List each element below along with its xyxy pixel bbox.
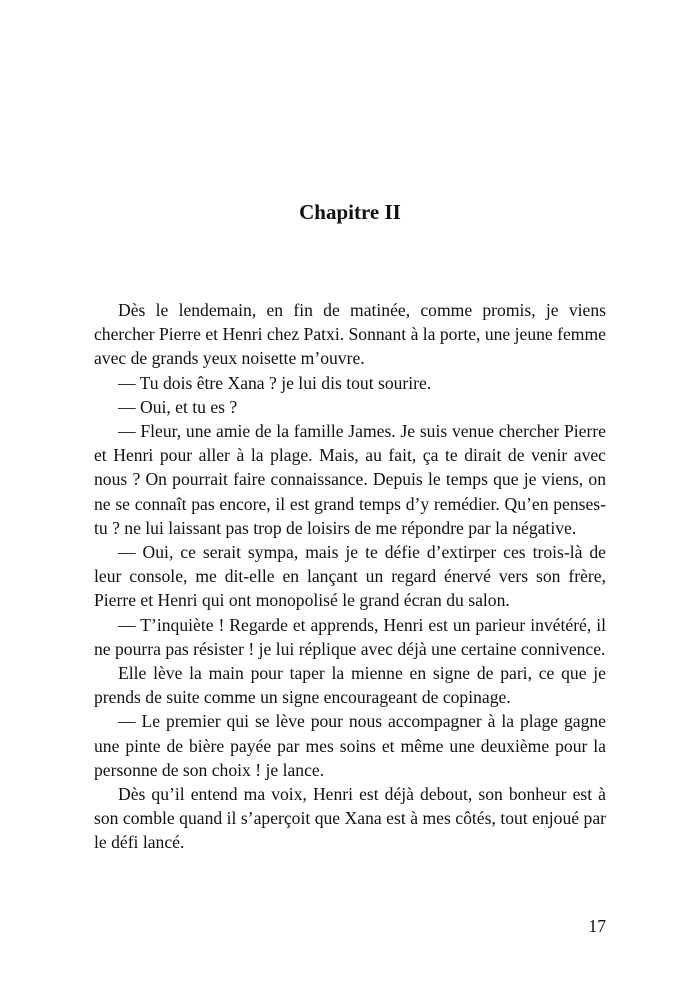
paragraph-1: Dès le lendemain, en fin de matinée, comme promis, je viens chercher Pierre et Henri chez Patxi. Sonnant à la porte, une jeune femme avec de grands yeux noisette m’ouvre. xyxy=(94,300,606,369)
paragraph-3: — Oui, et tu es ? xyxy=(118,396,238,417)
body-text xyxy=(94,298,606,855)
chapter-title: Chapitre II xyxy=(299,200,401,224)
paragraph-2: — Tu dois être Xana ? je lui dis tout sourire. xyxy=(118,372,432,393)
paragraph-6: — T’inquiète ! Regarde et apprends, Henri est un parieur invétéré, il ne pourra pas résister ! je lui réplique avec déjà une certaine connivence. xyxy=(94,614,606,659)
page-number: 17 xyxy=(588,916,606,936)
paragraph-4: — Fleur, une amie de la famille James. Je suis venue chercher Pierre et Henri pour aller à la plage. Mais, au fait, ça te dirait de venir avec nous ? On pourrait faire connaissance. Depuis le temps que je viens, on ne se connaît pas encore, il est grand temps d’y remédier. Qu’en penses-tu ? ne lui laissant pas trop de loisirs de me répondre par la négative. xyxy=(94,421,606,538)
paragraph-5: — Oui, ce serait sympa, mais je te défie d’extirper ces trois-là de leur console, me dit-elle en lançant un regard énervé vers son frère, Pierre et Henri qui ont monopolisé le grand écran du salon. xyxy=(94,542,606,611)
paragraph-9: Dès qu’il entend ma voix, Henri est déjà debout, son bonheur est à son comble quand il s’aperçoit que Xana est à mes côtés, tout enjoué par le défi lancé. xyxy=(94,784,606,853)
paragraph-8: — Le premier qui se lève pour nous accompagner à la plage gagne une pinte de bière payée par mes soins et même une deuxième pour la personne de son choix ! je lance. xyxy=(94,711,606,780)
paragraph-7: Elle lève la main pour taper la mienne en signe de pari, ce que je prends de suite comme un signe encourageant de copinage. xyxy=(94,663,606,708)
